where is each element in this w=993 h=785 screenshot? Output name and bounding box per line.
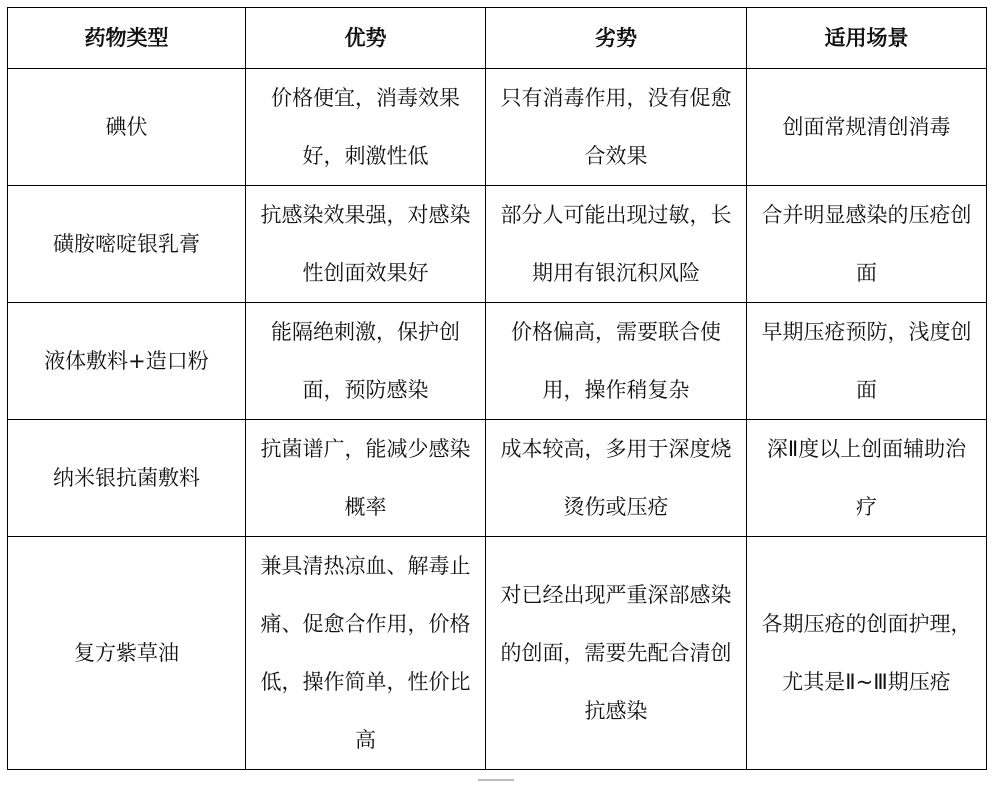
cell-advantage: 兼具清热凉血、解毒止痛、促愈合作用，价格低，操作简单，性价比高 [246,537,486,770]
table-row [8,186,987,303]
cell-scenario: 深Ⅱ度以上创面辅助治疗 [747,420,987,537]
cell-advantage: 能隔绝刺激，保护创面，预防感染 [246,303,486,420]
cell-disadvantage: 价格偏高，需要联合使用，操作稍复杂 [486,303,747,420]
cell-advantage: 抗感染效果强，对感染性创面效果好 [246,186,486,303]
comparison-table [7,7,987,770]
cell-drug-type: 液体敷料+造口粉 [8,303,246,420]
cell-disadvantage: 只有消毒作用，没有促愈合效果 [486,69,747,186]
table-row [8,420,987,537]
cell-advantage: 价格便宜，消毒效果好，刺激性低 [246,69,486,186]
cell-drug-type: 纳米银抗菌敷料 [8,420,246,537]
table-row [8,69,987,186]
cell-disadvantage: 成本较高，多用于深度烧烫伤或压疮 [486,420,747,537]
cell-scenario: 各期压疮的创面护理，尤其是Ⅱ~Ⅲ期压疮 [747,537,987,770]
table-row [8,537,987,770]
header-disadvantage: 劣势 [486,8,747,69]
header-advantage: 优势 [246,8,486,69]
table-header-row [8,8,987,69]
header-drug-type: 药物类型 [8,8,246,69]
cell-drug-type: 碘伏 [8,69,246,186]
cell-disadvantage: 部分人可能出现过敏，长期用有银沉积风险 [486,186,747,303]
cell-scenario: 早期压疮预防，浅度创面 [747,303,987,420]
cell-scenario: 合并明显感染的压疮创面 [747,186,987,303]
header-scenario: 适用场景 [747,8,987,69]
table-row [8,303,987,420]
cell-scenario: 创面常规清创消毒 [747,69,987,186]
cell-advantage: 抗菌谱广，能减少感染概率 [246,420,486,537]
cell-drug-type: 磺胺嘧啶银乳膏 [8,186,246,303]
cell-disadvantage: 对已经出现严重深部感染的创面，需要先配合清创抗感染 [486,537,747,770]
page-bottom-mark [478,779,514,781]
cell-drug-type: 复方紫草油 [8,537,246,770]
